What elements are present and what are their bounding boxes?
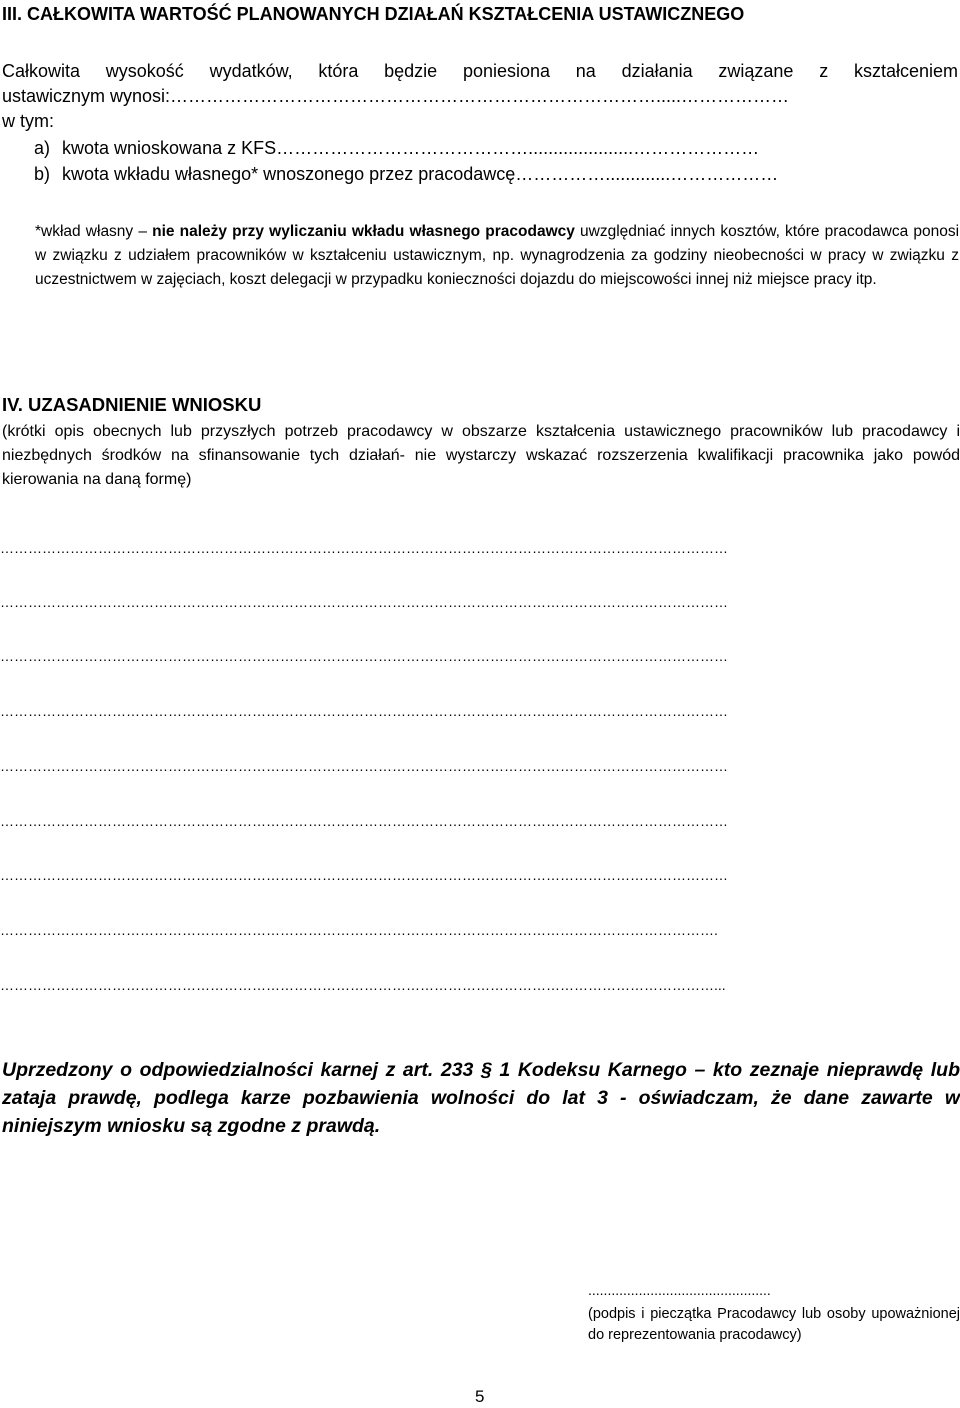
justification-fill-line[interactable]: …………………………………………………………………………………………………………………………………………: [0, 758, 728, 774]
justification-fill-line[interactable]: …………………………………………………………………………………………………………………………………………: [0, 540, 728, 556]
total-expenses-line-1: Całkowita wysokość wydatków, która będzie poniesiona na działania związane z kształceniem: [2, 61, 958, 81]
own-contribution-note: [35, 220, 959, 292]
signature-caption: (podpis i pieczątka Pracodawcy lub osoby upoważnionej do reprezentowania pracodawcy): [588, 1306, 960, 1343]
page-number: 5: [475, 1387, 485, 1406]
justification-fill-line[interactable]: …………………………………………………………………………………………………………………………………………: [0, 703, 728, 719]
justification-fill-line[interactable]: ……………………………………………………………………………………………………………………………………….: [0, 922, 718, 938]
justification-fill-line[interactable]: …………………………………………………………………………………………………………………………………………: [0, 813, 728, 829]
section-3-title: III. CAŁKOWITA WARTOŚĆ PLANOWANYCH DZIAŁAŃ KSZTAŁCENIA USTAWICZNEGO: [2, 4, 745, 24]
total-expenses-line-2: ustawicznym wynosi:……………………………………………………………………….....………………: [2, 86, 790, 106]
item-b-own-contribution: kwota wkładu własnego* wnoszonego przez pracodawcę…………….............………………: [62, 164, 779, 184]
note-intro: *wkład własny –: [35, 223, 147, 240]
criminal-liability-declaration: Uprzedzony o odpowiedzialności karnej z art. 233 § 1 Kodeksu Karnego – kto zeznaje nieprawdę lub zataja prawdę, podlega karze pozbawienia wolności do lat 3 - oświadczam, że dane zawarte w niniejszym wniosku są zgodne z prawdą.: [2, 1059, 960, 1137]
justification-fill-line[interactable]: …………………………………………………………………………………………………………………………………………: [0, 867, 728, 883]
justification-fill-line[interactable]: ………………………………………………………………………………………………………………………………………...: [0, 977, 726, 993]
note-bold: nie należy przy wyliczaniu wkładu własnego pracodawcy: [152, 223, 575, 240]
item-a-kfs-amount: kwota wnioskowana z KFS…………………………………….....................…………………: [62, 138, 760, 158]
justification-fill-line[interactable]: …………………………………………………………………………………………………………………………………………: [0, 648, 728, 664]
section-4-description: (krótki opis obecnych lub przyszłych potrzeb pracodawcy w obszarze kształcenia ustawicznego pracowników lub pracodawcy i niezbędnych środków na sfinansowanie tych działań- nie wystarczy wskazać rozszerzenia kwalifikacji pracownika jako powód kierowania na daną formę): [2, 423, 960, 488]
signature-line[interactable]: ...............................................: [588, 1282, 771, 1298]
in-that-label: w tym:: [2, 111, 54, 131]
section-4-title: IV. UZASADNIENIE WNIOSKU: [2, 394, 262, 415]
note-rest: uwzględniać innych kosztów, które pracodawca ponosi w związku z udziałem pracowników w kształceniu ustawicznym, np. wynagrodzenia za godziny nieobecności w pracy w związku z uczestnictwem w zajęciach, koszt delegacji w przypadku konieczności dojazdu do miejscowości innej niż miejsce pracy itp.: [35, 223, 960, 288]
justification-fill-line[interactable]: …………………………………………………………………………………………………………………………………………: [0, 594, 728, 610]
item-a-marker: a): [34, 138, 51, 158]
item-b-marker: b): [34, 164, 51, 184]
